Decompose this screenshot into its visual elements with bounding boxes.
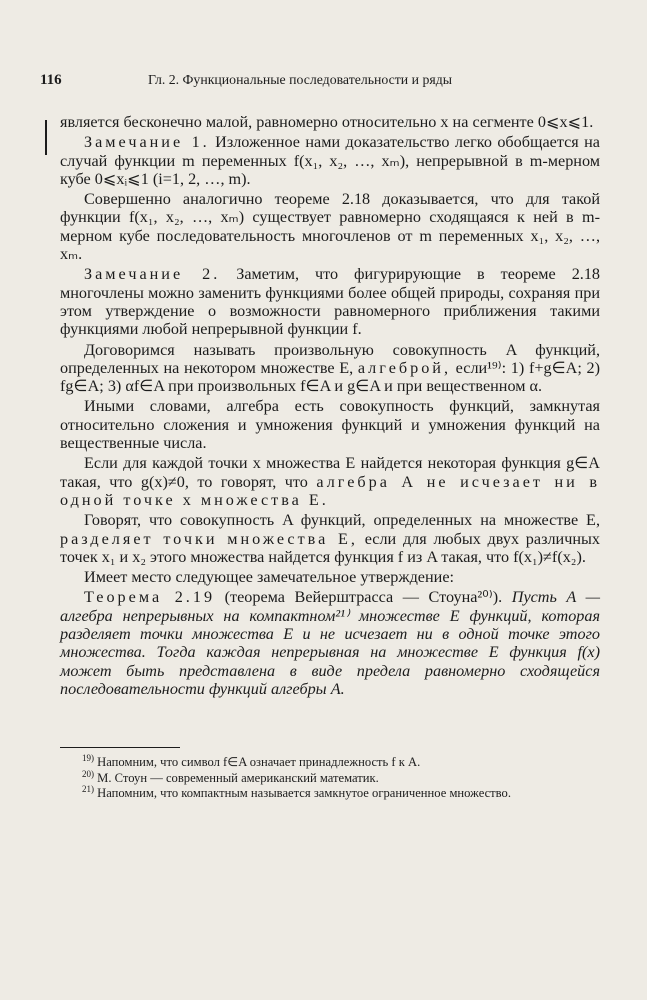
footnote: $^{21)}$ Напомним, что компактным называется замкнутое ограниченное множество. (82, 783, 511, 800)
page-number: 116 (40, 72, 62, 88)
footnote-rule (60, 747, 180, 748)
term-algebra: алгеброй, (357, 358, 452, 377)
body-text (60, 113, 600, 698)
term-nonvanishing: алгебра A не исчезает ни в одной точке x множества E. (60, 472, 600, 509)
remark-2 (60, 265, 600, 338)
theorem-text: Пусть A — алгебра непрерывных на компактном²¹⁾ множестве E функций, которая разделяет точки множества E и не исчезает ни в одной точке этого множества. Тогда каждая непрерывная на множестве E функция f(x) может быть представлена в виде предела равномерно сходящейся последовательности функций алгебры A. (60, 588, 600, 698)
separating-definition: Говорят, что совокупность A функций, определенных на множестве E, разделяет точки множества E, если для любых двух различных точек x₁ и x₂ этого множества найдется функция f из A такая, что f(x₁)≠f(x₂). (60, 511, 600, 566)
paragraph: является бесконечно малой, равномерно относительно x на сегменте 0⩽x⩽1. (60, 113, 594, 131)
theorem (60, 588, 600, 698)
paragraph: Иными словами, алгебра есть совокупность функций, замкнутая относительно сложения и умножения функций и умножения функций на вещественные числа. (60, 397, 600, 453)
remark-label: Замечание 1. (84, 133, 210, 152)
remark-text: Заметим, что фигурирующие в теореме 2.18 многочлены можно заменить функциями более общей природы, сохраняя при этом утверждение о возможности равномерного приближения такими функциями любой непрерывной функции f. (60, 265, 601, 339)
page-header (40, 70, 600, 92)
remark-text: Изложенное нами доказательство легко обобщается на случай функции m переменных f(x₁, x₂, …, xₘ), непрерывной в m-мерном кубе 0⩽xᵢ⩽1 (i=1, 2, …, m). (60, 133, 600, 188)
paragraph: Имеет место следующее замечательное утверждение: (84, 568, 455, 587)
footnotes (60, 752, 600, 802)
margin-bar (45, 120, 47, 155)
theorem-label: Теорема 2.19 (84, 588, 216, 607)
remark-label: Замечание 2. (84, 265, 221, 284)
nonvanishing-definition: Если для каждой точки x множества E найдется некоторая функция g∈A такая, что g(x)≠0, то говорят, что алгебра A не исчезает ни в одной точке x множества E. (60, 454, 600, 509)
paragraph: Совершенно аналогично теореме 2.18 доказывается, что для такой функции f(x₁, x₂, …, xₘ) существует равномерно сходящаяся к ней в m-мерном кубе последовательность многочленов от m переменных x₁, x₂, …, xₘ. (60, 190, 600, 264)
running-head: Гл. 2. Функциональные последовательности и ряды (148, 72, 453, 87)
term-separates: разделяет точки множества E, (60, 529, 358, 548)
remark-1 (60, 133, 600, 188)
algebra-definition: Договоримся называть произвольную совокупность A функций, определенных на некотором множестве E, алгеброй, если¹⁹⁾: 1) f+g∈A; 2) fg∈A; 3) αf∈A при произвольных f∈A и g∈A и при вещественном α. (60, 340, 600, 396)
footnote: $^{19)}$ Напомним, что символ f∈A означает принадлежность f к A. (82, 752, 421, 769)
theorem-name: (теорема Вейерштрасса — Стоуна²⁰⁾). (224, 588, 503, 607)
footnote: $^{20)}$ М. Стоун — современный американский математик. (82, 768, 379, 785)
